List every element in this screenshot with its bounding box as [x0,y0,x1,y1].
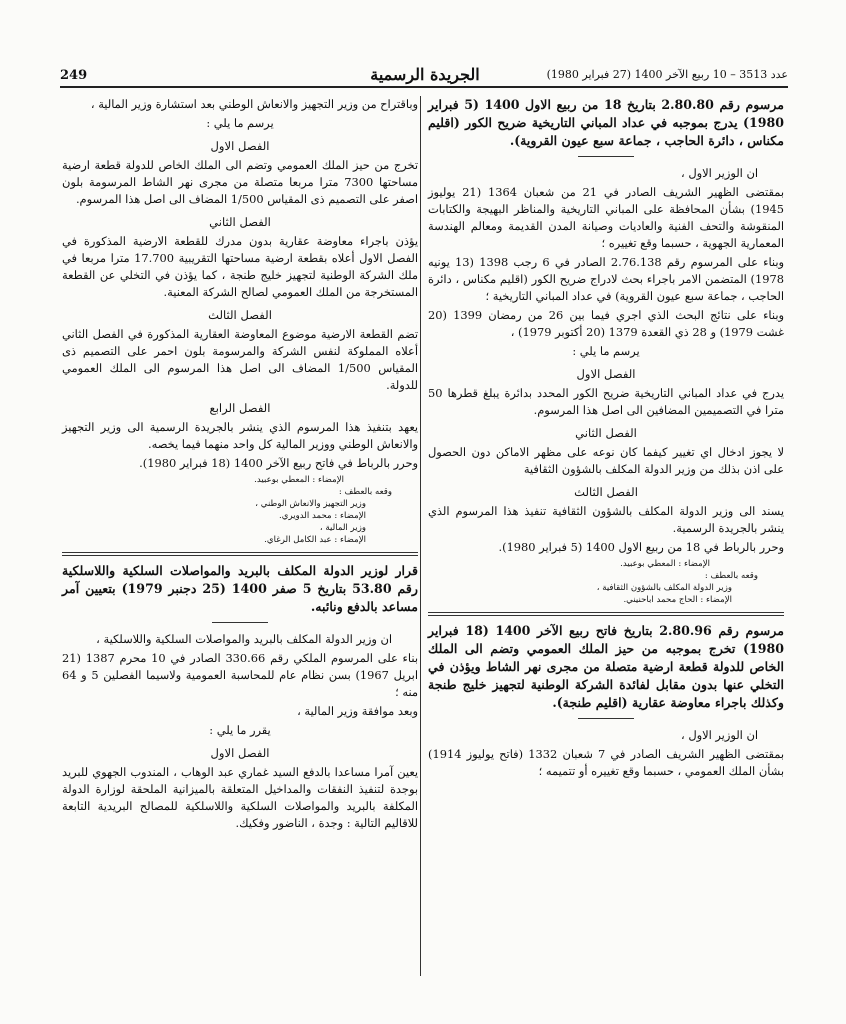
section-separator [428,612,784,616]
decree2-paragraph-1: بمقتضى الظهير الشريف الصادر في 7 شعبان 1332 (فاتح يوليوز 1914) بشأن الملك العمومي ، حسبما وقع تغييره أو تتميمه ؛ [428,747,784,778]
signature-line: الإمضاء : المعطي بوعبيد. [620,559,710,569]
signature-line: وقعه بالعطف : [338,487,392,497]
section-separator [62,552,418,556]
decree1-chapter1-text: يدرج في عداد المباني التاريخية ضريح الكور المحدد بدائرة يبلغ قطرها 50 مترا في التصميمين المضافين الى اصل هذا المرسوم. [428,386,784,417]
decree2-chapter3-text: تضم القطعة الارضية موضوع المعاوضة العقارية المذكورة في الفصل الثاني أعلاه المملوكة لنفس الشركة والمرسومة بلون احمر على التصميم ذى المقياس 1/500 المضاف الى اصل هذا المرسوم الى الملك العمومي للدولة. [62,327,418,392]
decree2-chapter2-heading: الفصل الثاني [209,215,271,229]
signature-line: الإمضاء : الحاج محمد اباحنيني. [623,595,732,605]
decree1-decrees: يرسم ما يلي : [572,344,640,358]
left-column [62,96,418,834]
decree2-chapter4-text: يعهد بتنفيذ هذا المرسوم الذي ينشر بالجريدة الرسمية الى وزير التجهيز والانعاش الوطني ووزير المالية كل واحد منهما فيما يخصه. [62,420,418,451]
signature-line: وزير المالية ، [319,523,366,533]
column-divider [420,96,421,976]
decree2-title: مرسوم رقم 2.80.96 بتاريخ فاتح ربيع الآخر 1400 (18 فبراير 1980) تخرج بموجبه من حيز الملك العمومي وتضم الى الملك الخاص للدولة قطعة ارضية متصلة من مجرى نهر الشاط ويؤذن في التخلي عنها بدون مقابل لفائدة الشركة الوطنية لتجهيز خليج طنجة وكذلك باجراء معاوضة عقارية (اقليم طنجة). [428,623,785,710]
decree1-chapter3-text: يسند الى وزير الدولة المكلف بالشؤون الثقافية تنفيذ هذا المرسوم الذي ينشر بالجريدة الرسمية. [428,504,784,535]
signature-line: الإمضاء : محمد الدويري. [279,511,366,521]
signature-line: الإمضاء : عبد الكامل الرغاي. [264,535,366,545]
order-paragraph-2: وبعد موافقة وزير المالية ، [297,704,418,718]
page-header [60,62,788,88]
decree1-signed-date: وحرر بالرباط في 18 من ربيع الاول 1400 (5 فبراير 1980). [498,540,784,554]
order-minister: ان وزير الدولة المكلف بالبريد والمواصلات السلكية واللاسلكية ، [96,632,392,646]
decree2-chapter1-heading: الفصل الاول [210,139,270,153]
order-title: قرار لوزير الدولة المكلف بالبريد والمواصلات السلكية واللاسلكية رقم 53.80 بتاريخ 5 صفر 1400 (25 دجنبر 1979) بتعيين آمر مساعد بالدفع ونائبه. [62,563,418,614]
decree2-chapter3-heading: الفصل الثالث [208,308,272,322]
signature-line: وقعه بالعطف : [704,571,758,581]
order-chapter1-heading: الفصل الاول [210,746,270,760]
decree1-chapter2-text: لا يجوز ادخال اي تغيير كيفما كان نوعه على مظهر الاماكن دون الحصول على اذن بذلك من وزير الدولة المكلف بالشؤون الثقافية [428,445,784,476]
signature-line: وزير التجهيز والانعاش الوطني ، [255,499,366,509]
order-chapter1-text: يعين آمرا مساعدا بالدفع السيد غماري عبد الوهاب ، المندوب الجهوي للبريد بوجدة لتنفيذ النفقات والمداخيل المتعلقة بالميزانية الملحقة لوزارة الدولة المكلفة بالبريد والمواصلات السلكية واللاسلكية للمصالح البريدية التابعة للاقاليم التالية : وجدة ، الناضور وفكيك. [62,765,418,830]
order-paragraph-1: بناء على المرسوم الملكي رقم 330.66 الصادر في 10 محرم 1387 (21 ابريل 1967) بسن نظام عام للمحاسبة العمومية ولاسيما الفصلين 5 و 64 منه ؛ [62,651,418,699]
signature-line: الإمضاء : المعطي بوعبيد. [254,475,344,485]
decree2-decrees: يرسم ما يلي : [206,116,274,130]
decree1-chapter3-heading: الفصل الثالث [574,485,638,499]
separator [578,156,634,157]
decree1-paragraph-3: وبناء على نتائج البحث الذي اجري فيما بين 26 من رمضان 1399 (20 غشت 1979) و 28 ذي القعدة 1379 (20 أكتوبر 1979) ، [428,308,785,339]
decree1-chapter1-heading: الفصل الاول [576,367,636,381]
issue-info: عدد 3513 – 10 ربيع الآخر 1400 (27 فبراير 1980) [546,68,788,81]
decree2-signatures [62,474,418,546]
decree2-chapter2-text: يؤذن باجراء معاوضة عقارية بدون مدرك للقطعة الارضية المذكورة في الفصل الاول أعلاه بقطعة ارضية مساحتها التقريبية 17.700 مترا مربعا في ملك الشركة الوطنية لتجهيز خليج طنجة ، كما يؤذن في التخلي عن القطعة المستخرجة من الملك العمومي لصالح الشركة المعنية. [62,234,419,299]
decree2-intro: وباقتراح من وزير التجهيز والانعاش الوطني بعد استشارة وزير المالية ، [90,97,418,111]
decree1-minister: ان الوزير الاول ، [681,166,758,180]
decree2-chapter4-heading: الفصل الرابع [209,401,271,415]
decree1-paragraph-2: وبناء على المرسوم رقم 2.76.138 الصادر في 6 رجب 1398 (13 يونيه 1978) المتضمن الامر باجراء بحث لادراج ضريح الكور (اقليم مكناس ، دائرة الحاجب ، جماعة سبع عيون القروية) في عداد المباني التاريخية ؛ [428,255,785,303]
decree2-signed-date: وحرر بالرباط في فاتح ربيع الآخر 1400 (18 فبراير 1980). [139,456,418,470]
separator [212,622,268,623]
page-number: 249 [60,68,88,83]
publication-title: الجريدة الرسمية [370,65,480,84]
decree2-minister: ان الوزير الاول ، [681,728,758,742]
decree1-title: مرسوم رقم 2.80.80 بتاريخ 18 من ربيع الاول 1400 (5 فبراير 1980) يدرج بموجبه في عداد المباني التاريخية ضريح الكور (اقليم مكناس ، دائرة الحاجب ، جماعة سبع عيون القروية). [428,97,785,148]
decree1-paragraph-1: بمقتضى الظهير الشريف الصادر في 21 من شعبان 1364 (21 يوليوز 1945) بشأن المحافظة على المباني التاريخية والمناظر البهيجة والكتابات المنقوشة والتحف الفنية والعاديات وصيانة المدن القديمة ومعالم الهندسة المعمارية الجهوية ، حسبما وقع تغييره ؛ [428,185,785,250]
separator [578,718,634,719]
decree2-chapter1-text: تخرج من حيز الملك العمومي وتضم الى الملك الخاص للدولة قطعة ارضية مساحتها 7300 مترا مربعا متصلة من مجرى نهر الشاط المرسومة بلون اصفر على التصميم ذى المقياس 1/500 المضاف الى اصل هذا المرسوم. [62,158,418,206]
decree1-signatures [428,558,784,606]
signature-line: وزير الدولة المكلف بالشؤون الثقافية ، [596,583,732,593]
right-column [428,96,784,782]
decree1-chapter2-heading: الفصل الثاني [575,426,637,440]
order-decides: يقرر ما يلي : [209,723,271,737]
